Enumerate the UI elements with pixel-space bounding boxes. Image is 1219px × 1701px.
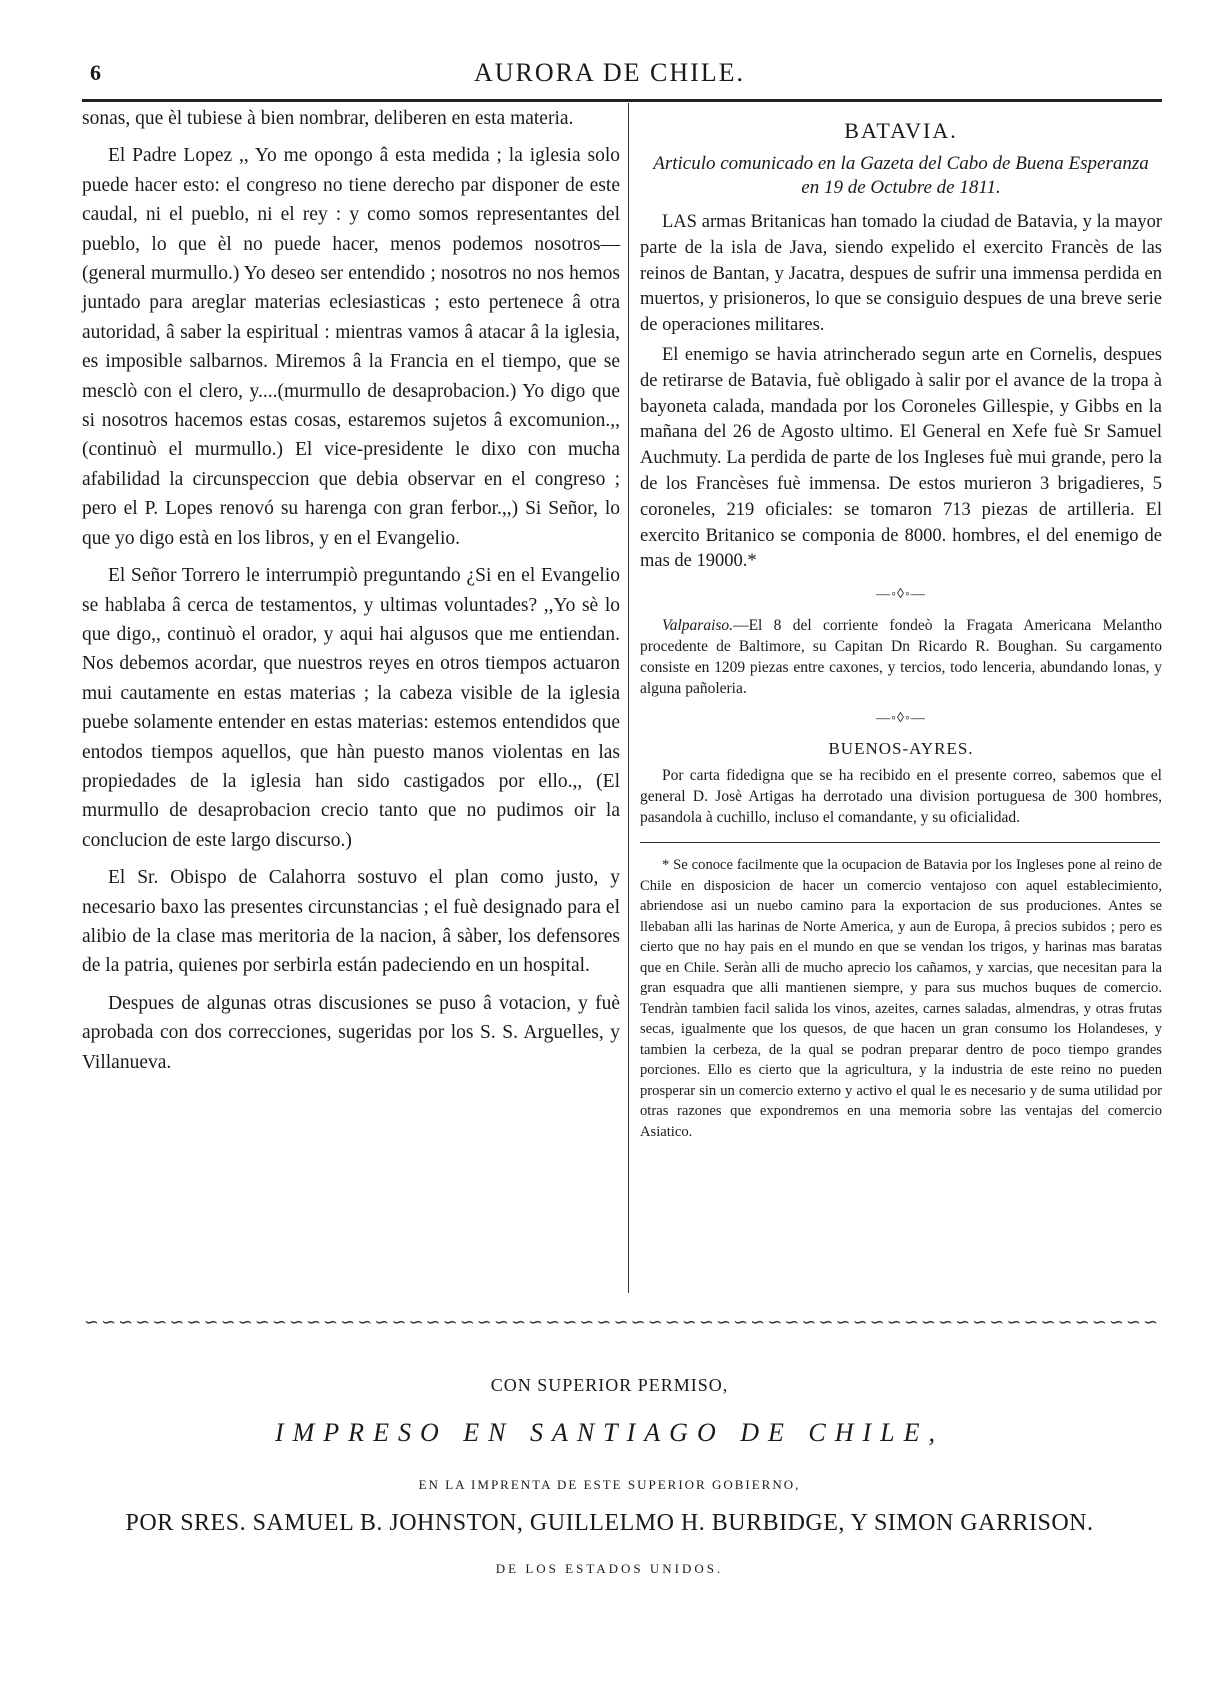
- masthead-title: AURORA DE CHILE.: [473, 58, 746, 87]
- column-divider: [628, 103, 629, 1293]
- section-subhead-batavia: Articulo comunicado en la Gazeta del Cabo de Buena Esperanza en 19 de Octubre de 1811.: [653, 153, 1149, 198]
- article-paragraph: LAS armas Britanicas han tomado la ciudad de Batavia, y la mayor parte de la isla de Java, siendo expelido el exercito Francès de las reinos de Bantan, y Jacatra, despues de sufrir una immensa perdida en muertos, y prisioneros, lo que se consiguio despues de una breve serie de operaciones militares.: [640, 212, 1162, 336]
- right-column: [640, 108, 1162, 1142]
- section-title-buenos-ayres: BUENOS-AYRES.: [828, 739, 974, 759]
- imprint-printers: POR SRES. SAMUEL B. JOHNSTON, GUILLELMO H. BURBIDGE, Y SIMON GARRISON.: [125, 1510, 1094, 1536]
- paragraph-torrero: El Señor Torrero le interrumpiò preguntando ¿Si en el Evangelio se hablaba â cerca de testamentos, y ultimas voluntades? ,,Yo sè lo que digo,, continuò el orador, y aqui hai algusos que me entiendan. Nos debemos acordar, que nuestros reyes en otros tiempos actuaron mui cautamente en estas materias ; la cabeza visible de la iglesia puebe solamente entender en estas materias: estemos entendidos que entodos tiempos aquellos, que hàn puesto manos violentas en las propiedades de la iglesia han sido castigados por ello.,, (El murmullo de desaprobacion crecio tanto que no pudimos oir la conclucion de este largo discurso.): [82, 565, 620, 851]
- imprint-permission: CON SUPERIOR PERMISO,: [490, 1375, 729, 1395]
- ornament-divider: —◦◊◦—: [876, 711, 926, 727]
- news-item-valparaiso: [640, 615, 1162, 699]
- article-paragraph: El enemigo se havia atrincherado segun arte en Cornelis, despues de retirarse de Batavia, fuè obligado à salir por el avance de la tropa à bayoneta calada, mandada por los Coroneles Gillespie, y Gibbs en la mañana del 26 de Agosto ultimo. El General en Xefe fuè Sr Samuel Auchmuty. La perdida de parte de los Ingleses fuè mui grande, pero la de los Francèses fuè immensa. De estos murieron 3 brigadieres, 5 coroneles, 219 oficiales: se tomaron 713 piezas de artilleria. El exercito Britanico se componia de 8000. hombres, el del enemigo de mas de 19000.*: [640, 344, 1162, 572]
- paragraph-obispo: El Sr. Obispo de Calahorra sostuvo el plan como justo, y necesario baxo las presentes circunstancias ; el fuè designado para el alibio de la clase mas meritoria de la nacion, â sàber, los defensores de la patria, quienes por serbirla están padeciendo en un hospital.: [82, 867, 620, 977]
- paragraph-continuation: sonas, que èl tubiese à bien nombrar, deliberen en esta materia.: [82, 108, 574, 129]
- footnote-rule: [640, 842, 1160, 843]
- dateline-place: Valparaiso.: [662, 617, 734, 635]
- imprint-origin: DE LOS ESTADOS UNIDOS.: [495, 1561, 724, 1576]
- page-number: 6: [90, 60, 101, 85]
- footnote: * Se conoce facilmente que la ocupacion de Batavia por los Ingleses pone al reino de Chile en disposicion de hacer un comercio ventajoso con aquel establecimiento, abriendose asi un nuebo camino para la exportacion de sus produciones. Antes se llebaban alli las harinas de Norte America, y aun de Europa, â precios subidos ; pero es cierto que no hay pais en el mundo en que se vendan los trigos, y harinas mas baratas que en Chile. Seràn alli de mucho aprecio los cañamos, y xarcias, que necesitan para la gran esquadra que alli mantienen siempre, y para sus muchos buques de comercio. Tendràn tambien facil salida los vinos, azeites, carnes saladas, almendras, y otras frutas secas, igualmente que los quesos, de que hacen un gran consumo los Holandeses, y tambien la cerbeza, de la qual se podran preparar dentro de poco tiempo grandes porciones. Ello es cierto que la agricultura, y la industria de este reino no pueden prosperar sin un comercio externo y activo el qual le es necesario y de suma utilidad por otras razones que expondremos en una memoria sobre las ventajas del comercio Asiatico.: [640, 857, 1162, 1140]
- wavy-rule: ∽∽∽∽∽∽∽∽∽∽∽∽∽∽∽∽∽∽∽∽∽∽∽∽∽∽∽∽∽∽∽∽∽∽∽∽∽∽∽∽∽∽∽∽∽∽∽∽∽∽∽∽∽∽∽∽∽∽∽∽∽∽∽: [83, 1312, 1161, 1332]
- paragraph-votacion: Despues de algunas otras discusiones se puso â votacion, y fuè aprobada con dos correcciones, sugeridas por los S. S. Arguelles, y Villanueva.: [82, 992, 620, 1073]
- left-column: [82, 104, 620, 1085]
- imprint-place: IMPRESO EN SANTIAGO DE CHILE,: [274, 1418, 944, 1447]
- imprint-press: EN LA IMPRENTA DE ESTE SUPERIOR GOBIERNO,: [418, 1477, 801, 1492]
- ornament-divider: —◦◊◦—: [876, 587, 926, 603]
- news-text: —El 8 del corriente fondeò la Fragata Americana Melantho procedente de Baltimore, su Capitan Dn Ricardo R. Boughan. Su cargamento consiste en 1209 piezas entre caxones, y tercios, todo lenceria, abundando lonas, y alguna pañoleria.: [640, 617, 1162, 698]
- header-rule: [82, 99, 1162, 102]
- paragraph-padre-lopez: El Padre Lopez ,, Yo me opongo â esta medida ; la iglesia solo puede hacer esto: el congreso no tiene derecho par disponer de este caudal, ni el pueblo, ni el rey : y como somos representantes del pueblo, lo que èl no puede hacer, menos podemos nosotros—(general murmullo.) Yo deseo ser entendido ; nosotros no nos hemos juntado para areglar materias eclesiasticas ; esto pertenece â otra autoridad, â saber la espiritual : mientras vamos â atacar â la iglesia, es imposible salbarnos. Miremos â la Francia en el tiempo, que se mesclò con el clero, y....(murmullo de desaprobacion.) Yo digo que si nosotros hacemos estas cosas, estaremos sujetos â excomunion.,, (continuò el murmullo.) El vice-presidente le dixo con mucha afabilidad la circunspeccion que debia observar en el congreso ; pero el P. Lopes renovó su harenga con gran ferbor.,,) Si Señor, lo que yo digo està en los libros, y en el Evangelio.: [82, 145, 620, 549]
- section-title-batavia: BATAVIA.: [844, 118, 958, 143]
- news-item-buenos-ayres: Por carta fidedigna que se ha recibido en el presente correo, sabemos que el general D. Josè Artigas ha derrotado una division portuguesa de 300 hombres, pasandola à cuchillo, incluso el comandante, y su oficialidad.: [640, 767, 1162, 827]
